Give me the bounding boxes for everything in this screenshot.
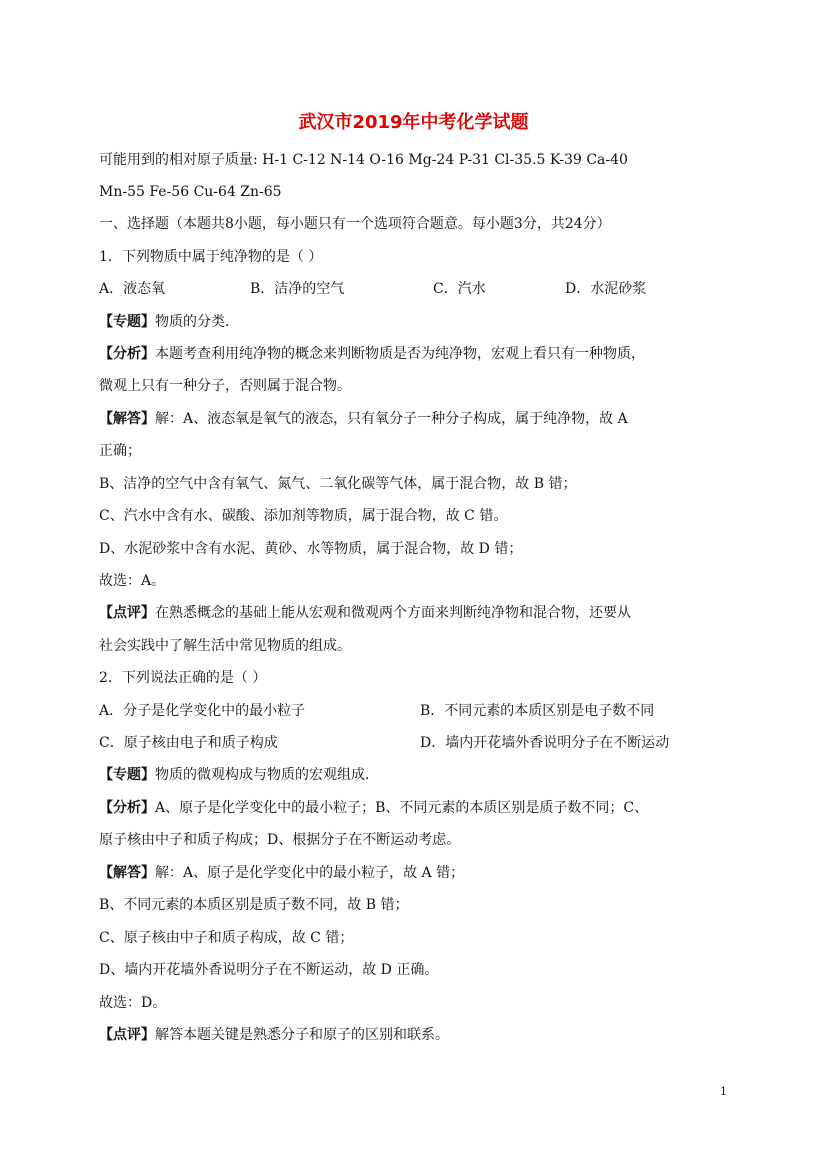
atomic-mass-line-2: Mn-55 Fe-56 Cu-64 Zn-65 bbox=[99, 184, 282, 200]
q2-option-a: A．分子是化学变化中的最小粒子 bbox=[99, 703, 306, 719]
q1-topic bbox=[99, 312, 239, 332]
q1-comment-tag: 【点评】 bbox=[99, 605, 155, 621]
q1-comment-text-1: 在熟悉概念的基础上能从宏观和微观两个方面来判断纯净物和混合物，还要从 bbox=[155, 605, 631, 621]
q2-answer-text-3: C、原子核由中子和质子构成，故 C 错； bbox=[99, 930, 354, 946]
q2-comment-text-1: 解答本题关键是熟悉分子和原子的区别和联系。 bbox=[155, 1027, 449, 1043]
q1-stem: 1．下列物质中属于纯净物的是（ ） bbox=[99, 249, 323, 265]
q1-option-b: B．洁净的空气 bbox=[250, 281, 345, 297]
q1-answer-text-4: C、汽水中含有水、碳酸、添加剂等物质，属于混合物，故 C 错。 bbox=[99, 508, 508, 524]
q2-answer-text-1: 解：A、原子是化学变化中的最小粒子，故 A 错； bbox=[155, 865, 465, 881]
q1-option-a: A．液态氧 bbox=[99, 281, 166, 297]
q2-analysis-text-2: 原子核由中子和质子构成；D、根据分子在不断运动考虑。 bbox=[99, 832, 461, 848]
q1-comment bbox=[99, 603, 631, 623]
q2-answer-text-2: B、不同元素的本质区别是质子数不同，故 B 错； bbox=[99, 897, 409, 913]
section-heading: 一、选择题（本题共8小题，每小题只有一个选项符合题意。每小题3分，共24分） bbox=[99, 216, 611, 232]
q2-stem: 2．下列说法正确的是（ ） bbox=[99, 670, 267, 686]
q1-analysis-text-1: 本题考查利用纯净物的概念来判断物质是否为纯净物，宏观上看只有一种物质， bbox=[155, 346, 645, 362]
q1-answer-text-1: 解：A、液态氧是氧气的液态，只有氧分子一种分子构成，属于纯净物，故 A bbox=[155, 411, 628, 427]
page-number: 1 bbox=[720, 1085, 727, 1098]
q2-answer bbox=[99, 863, 464, 883]
q2-option-c: C．原子核由电子和质子构成 bbox=[99, 735, 278, 751]
q2-analysis bbox=[99, 798, 648, 818]
q1-answer-text-3: B、洁净的空气中含有氧气、氮气、二氧化碳等气体，属于混合物，故 B 错； bbox=[99, 476, 577, 492]
q1-option-c: C．汽水 bbox=[433, 281, 486, 297]
q2-option-b: B．不同元素的本质区别是电子数不同 bbox=[420, 703, 655, 719]
q1-analysis-text-2: 微观上只有一种分子，否则属于混合物。 bbox=[99, 378, 351, 394]
q1-topic-tag: 【专题】 bbox=[99, 314, 155, 330]
q2-analysis-tag: 【分析】 bbox=[99, 800, 155, 816]
q2-topic-text: 物质的微观构成与物质的宏观组成． bbox=[155, 767, 379, 783]
q2-topic bbox=[99, 765, 379, 785]
q1-option-d: D．水泥砂浆 bbox=[565, 281, 647, 297]
page-title: 武汉市2019年中考化学试题 bbox=[298, 112, 529, 133]
q1-topic-text: 物质的分类． bbox=[155, 314, 239, 330]
q2-comment-tag: 【点评】 bbox=[99, 1027, 155, 1043]
q1-answer-text-2: 正确； bbox=[99, 443, 141, 459]
q2-choice: 故选：D。 bbox=[99, 995, 167, 1011]
q2-answer-text-4: D、墙内开花墙外香说明分子在不断运动，故 D 正确。 bbox=[99, 962, 439, 978]
q1-choice: 故选：A。 bbox=[99, 573, 166, 589]
q1-comment-text-2: 社会实践中了解生活中常见物质的组成。 bbox=[99, 638, 351, 654]
q2-option-d: D．墙内开花墙外香说明分子在不断运动 bbox=[420, 735, 670, 751]
q1-answer bbox=[99, 409, 628, 429]
q2-comment bbox=[99, 1025, 449, 1045]
q1-answer-tag: 【解答】 bbox=[99, 411, 155, 427]
q2-answer-tag: 【解答】 bbox=[99, 865, 155, 881]
q2-topic-tag: 【专题】 bbox=[99, 767, 155, 783]
atomic-mass-line-1: 可能用到的相对原子质量: H-1 C-12 N-14 O-16 Mg-24 P-31 Cl-35.5 K-39 Ca-40 bbox=[99, 152, 628, 168]
q1-analysis bbox=[99, 344, 645, 364]
q1-answer-text-5: D、水泥砂浆中含有水泥、黄砂、水等物质，属于混合物，故 D 错； bbox=[99, 541, 523, 557]
q1-analysis-tag: 【分析】 bbox=[99, 346, 155, 362]
q2-analysis-text-1: A、原子是化学变化中的最小粒子；B、不同元素的本质区别是质子数不同；C、 bbox=[155, 800, 649, 816]
